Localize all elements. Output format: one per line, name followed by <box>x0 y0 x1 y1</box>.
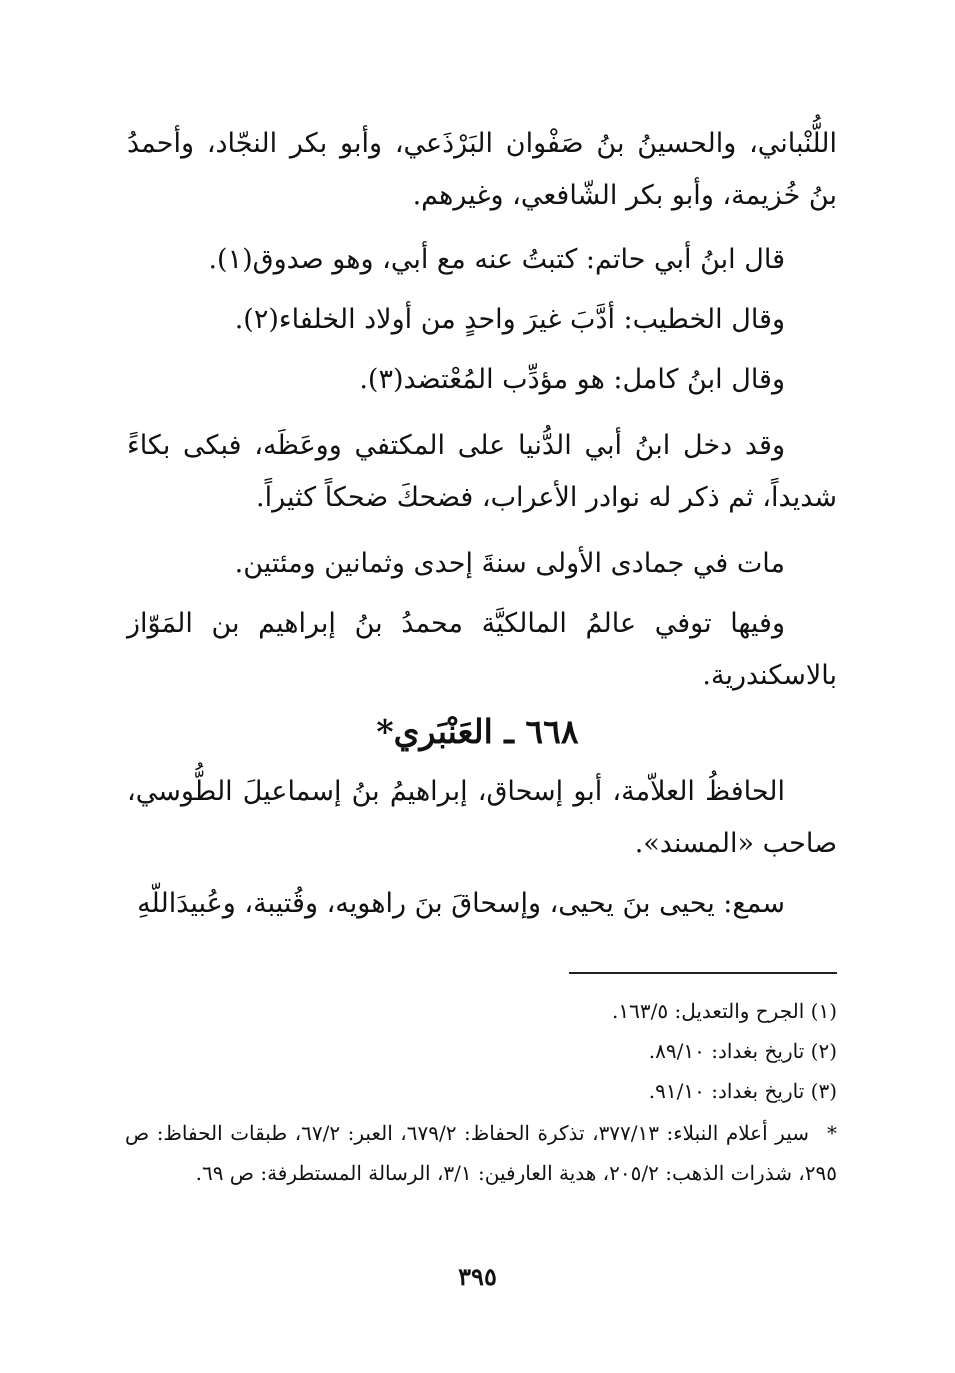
footnote-sources <box>125 1113 837 1193</box>
paragraph-death-date: مات في جمادى الأولى سنةَ إحدى وثمانين ومئتين. <box>234 548 785 579</box>
entry-heading: ٦٦٨ ـ العَنْبَري* <box>376 712 579 751</box>
paragraph-ibn-kamil: وقال ابنُ كامل: هو مؤدِّب المُعْتضد(٣). <box>359 364 785 395</box>
footnote-star-mark: * <box>826 1121 837 1145</box>
paragraph-anbari-intro: الحافظُ العلاّمة، أبو إسحاق، إبراهيمُ بنُ إسماعيلَ الطُّوسي، صاحب «المسند». <box>127 776 837 859</box>
paragraph-anbari-teachers: سمع: يحيى بنَ يحيى، وإسحاقَ بنَ راهويه، وقُتيبة، وعُبيدَاللّهِ <box>137 888 785 919</box>
page-number: ٣٩٥ <box>458 1262 497 1291</box>
paragraph-abi-hatim: قال ابنُ أبي حاتم: كتبتُ عنه مع أبي، وهو صدوق(١). <box>208 244 785 275</box>
footnote-1: (١) الجرح والتعديل: ١٦٣/٥. <box>612 999 837 1023</box>
paragraph-mawwaz: وفيها توفي عالمُ المالكيَّة محمدُ بنُ إبراهيم بن المَوّاز بالاسكندرية. <box>127 608 837 691</box>
footnote-2: (٢) تاريخ بغداد: ٨٩/١٠. <box>648 1039 837 1063</box>
paragraph-khatib: وقال الخطيب: أدَّبَ غيرَ واحدٍ من أولاد الخلفاء(٢). <box>234 304 785 335</box>
footnote-sources-text: سير أعلام النبلاء: ٣٧٧/١٣، تذكرة الحفاظ: ٦٧٩/٢، العبر: ٦٧/٢، طبقات الحفاظ: ص ٢٩٥، شذرات الذهب: ٢٠٥/٢، هدية العارفين: ٣/١، الرسالة المستطرفة: ص ٦٩. <box>125 1121 837 1185</box>
paragraph-muktafi: وقد دخل ابنُ أبي الدُّنيا على المكتفي ووعَظَه، فبكى بكاءً شديداً، ثم ذكر له نوادر الأعراب، فضحكَ ضحكاً كثيراً. <box>127 430 837 513</box>
footnote-3: (٣) تاريخ بغداد: ٩١/١٠. <box>648 1079 837 1103</box>
paragraph-teachers: اللُّنْباني، والحسينُ بنُ صَفْوان البَرْذَعي، وأبو بكر النجّاد، وأحمدُ بنُ خُزيمة، وأبو بكر الشّافعي، وغيرهم. <box>127 128 837 211</box>
footnote-separator <box>569 972 837 974</box>
